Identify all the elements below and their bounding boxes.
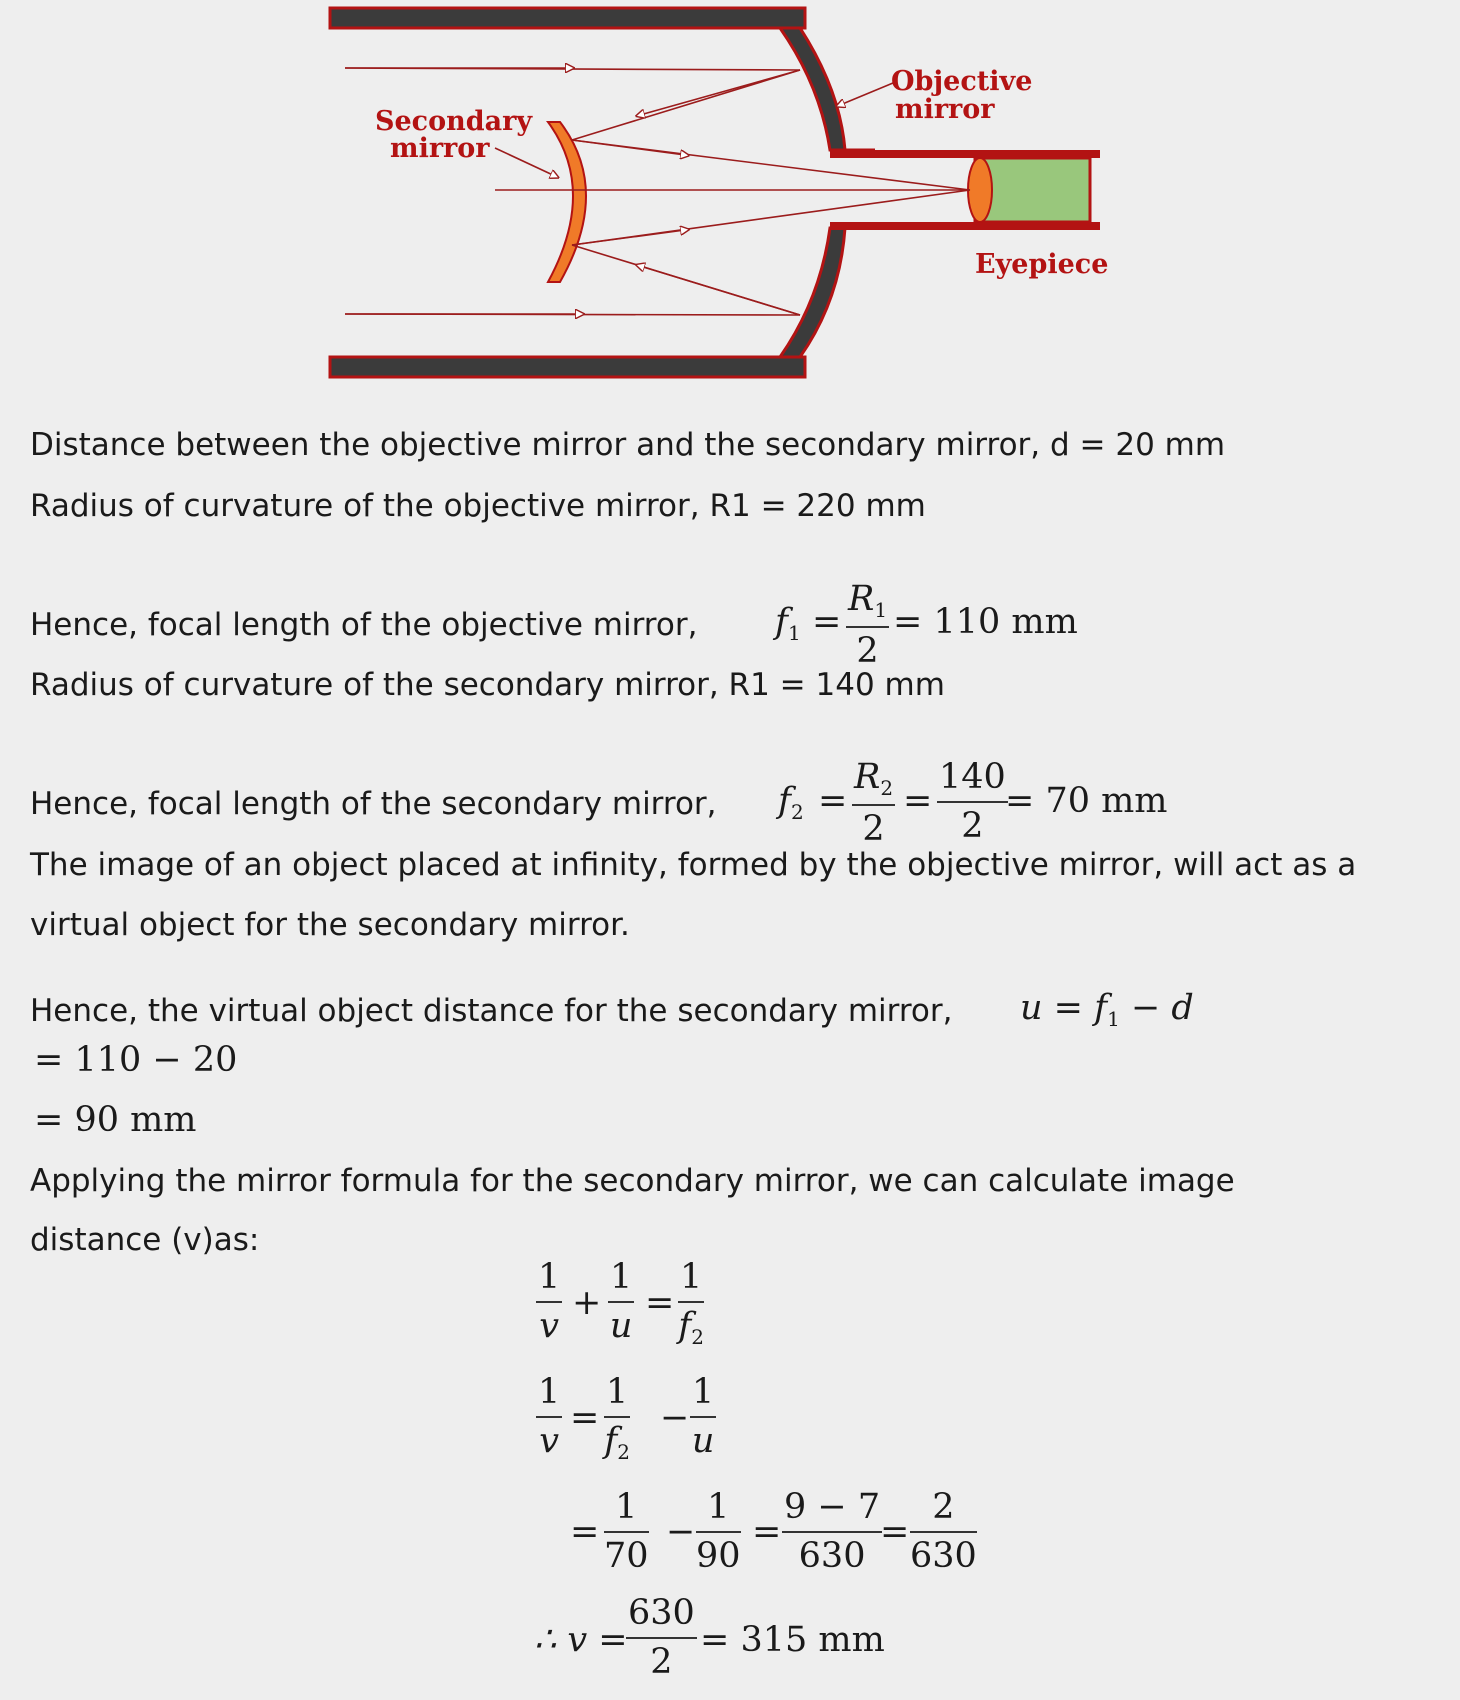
label-secondary-mirror-1: Secondary: [375, 106, 533, 137]
text-virtual-object-2: virtual object for the secondary mirror.: [30, 907, 630, 943]
math-eq: =: [818, 781, 848, 821]
math-u-step2: = 90 mm: [34, 1100, 197, 1140]
text-mirror-formula-1: Applying the mirror formula for the secondary mirror, we can calculate image: [30, 1163, 1235, 1199]
math-minus: −: [666, 1512, 696, 1552]
math-eq: =: [570, 1398, 600, 1438]
text-radius-objective: Radius of curvature of the objective mirror, R1 = 220 mm: [30, 488, 926, 524]
text-focal-secondary: Hence, focal length of the secondary mirror,: [30, 786, 717, 822]
fraction-1-over-f2: 1 $f_2$: [678, 1257, 704, 1349]
fraction-630-over-2: 630 2: [628, 1593, 695, 1682]
math-eq: =: [903, 781, 933, 821]
fraction-1-over-70: 1 70: [604, 1487, 649, 1576]
secondary-mirror: [548, 122, 586, 282]
fraction-1-over-u: 1 u: [609, 1257, 633, 1346]
label-objective-mirror-2: mirror: [895, 94, 995, 125]
math-f1-result: = 110 mm: [893, 602, 1078, 642]
fraction-r2-over-2: $R_2$ 2: [854, 757, 894, 849]
objective-mirror-lower: [780, 228, 845, 357]
fraction-1-over-u: 1 u: [691, 1372, 715, 1461]
math-eq: =: [752, 1512, 782, 1552]
text-mirror-formula-2: distance (v)as:: [30, 1222, 260, 1258]
label-objective-mirror-1: Objective: [891, 66, 1033, 97]
text-radius-secondary: Radius of curvature of the secondary mirror, R1 = 140 mm: [30, 667, 945, 703]
math-u-step1: = 110 − 20: [34, 1040, 238, 1080]
fraction-1-over-v: 1 v: [538, 1257, 561, 1346]
text-virtual-object-1: The image of an object placed at infinity, formed by the objective mirror, will act as a: [30, 847, 1357, 883]
text-focal-objective: Hence, focal length of the objective mirror,: [30, 607, 698, 643]
math-eq: =: [880, 1512, 910, 1552]
math-f2-symbol: $f_2$: [778, 781, 804, 824]
fraction-r1-over-2: $R_1$ 2: [848, 579, 888, 671]
label-eyepiece: Eyepiece: [975, 249, 1109, 280]
reflecting-telescope-diagram: [0, 0, 1460, 400]
eyepiece-lens: [968, 158, 992, 222]
fraction-1-over-v: 1 v: [538, 1372, 561, 1461]
objective-mirror-upper: [780, 28, 875, 150]
fraction-1-over-f2: 1 $f_2$: [604, 1372, 630, 1464]
label-secondary-mirror-2: mirror: [390, 133, 490, 164]
text-distance-d: Distance between the objective mirror and the secondary mirror, d = 20 mm: [30, 427, 1226, 463]
math-therefore-v: ∴ v =: [534, 1620, 628, 1660]
fraction-140-over-2: 140 2: [939, 757, 1006, 846]
fraction-1-over-90: 1 90: [696, 1487, 741, 1576]
math-plus: +: [572, 1283, 602, 1323]
text-virtual-object-distance: Hence, the virtual object distance for the secondary mirror,: [30, 993, 953, 1029]
math-f2-result: = 70 mm: [1005, 781, 1168, 821]
math-v-result: = 315 mm: [700, 1620, 885, 1660]
telescope-tube-top: [330, 8, 805, 28]
math-u-equals-f1-minus-d: $u = f_1 - d$: [1020, 988, 1194, 1031]
fraction-9-minus-7-over-630: 9 − 7 630: [784, 1487, 881, 1576]
math-eq: =: [812, 602, 842, 642]
fraction-2-over-630: 2 630: [910, 1487, 977, 1576]
telescope-tube-bottom: [330, 357, 805, 377]
math-eq: =: [570, 1512, 600, 1552]
math-minus: −: [660, 1398, 690, 1438]
math-f1-symbol: $f_1$: [775, 602, 801, 645]
math-eq: =: [645, 1283, 675, 1323]
